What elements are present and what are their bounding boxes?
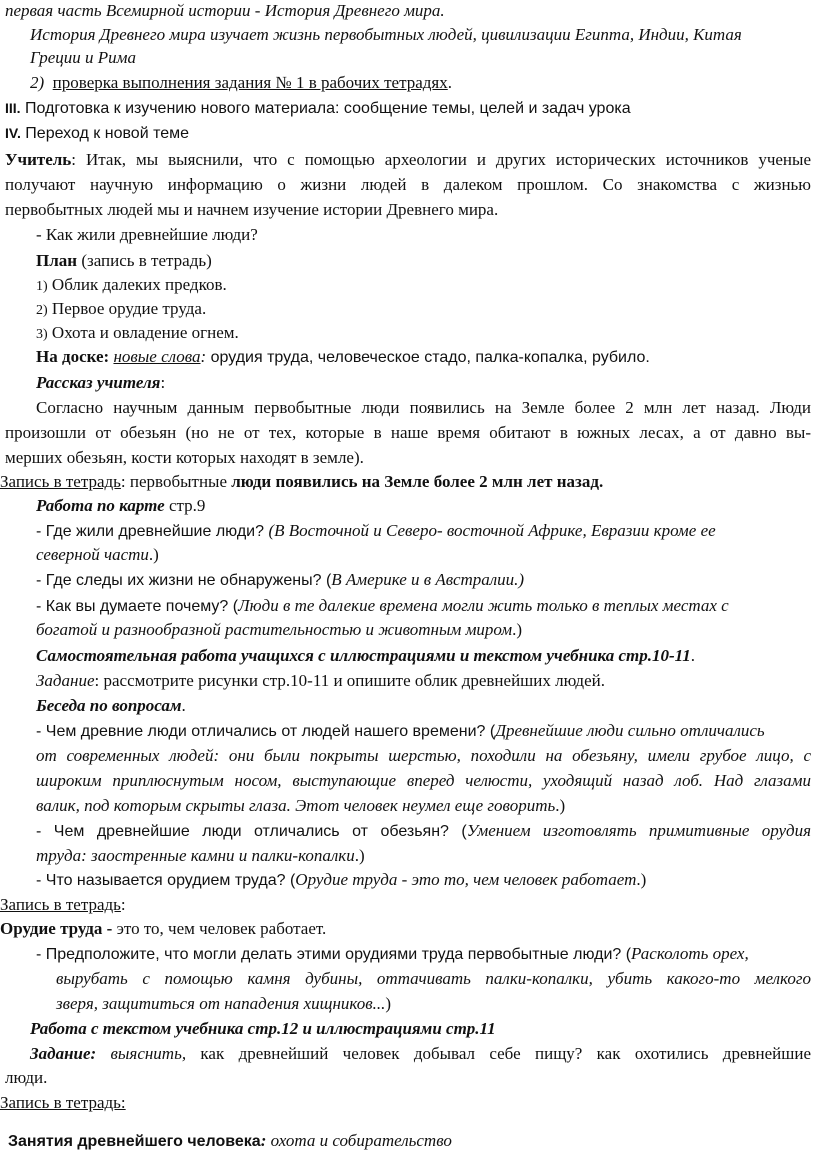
text-span: .) xyxy=(148,545,159,564)
question-line xyxy=(36,720,765,743)
text-span: : Итак, мы выяснили, что с помощью археологии и других исторических источников ученые xyxy=(71,150,811,169)
text-span: охота и собирательство xyxy=(266,1131,452,1150)
text-span: ) xyxy=(385,994,392,1013)
section-heading xyxy=(5,97,631,120)
paragraph-line xyxy=(5,149,811,171)
text-span: выяснить, xyxy=(96,1044,187,1063)
text-span: Самостоятельная работа учащихся с иллюстрациями и текстом учебника стр.10-11 xyxy=(36,646,691,665)
text-span: Запись в тетрадь xyxy=(0,895,121,914)
text-span: северной части xyxy=(36,545,149,564)
answer-line xyxy=(36,795,565,817)
question-line xyxy=(36,943,749,966)
text-span: проверка выполнения задания № 1 в рабочих тетрадях xyxy=(52,73,448,92)
text-span: валик, под которым скрыты глаза. Этот человек неумел еще говорить xyxy=(36,796,556,815)
text-span: Рассказ учителя xyxy=(36,373,161,392)
text-span: Первое орудие труда. xyxy=(47,299,207,318)
text-span: Охота и овладение огнем. xyxy=(47,323,239,342)
text-span: Орудие труда - xyxy=(0,919,113,938)
subheading xyxy=(30,1018,496,1040)
list-number: 2) xyxy=(30,73,45,92)
plan-item xyxy=(36,322,239,346)
text-span: - Как вы думаете почему? ( xyxy=(36,598,239,615)
text-span: труда: заостренные камни и палки-копалки xyxy=(36,846,355,865)
section-number: III. xyxy=(5,100,21,116)
text-span: люди появились на Земле более 2 млн лет назад. xyxy=(231,472,604,491)
text-span: . xyxy=(181,696,186,715)
activity-line xyxy=(8,1130,452,1153)
text-span: стр.9 xyxy=(164,496,206,515)
board-line xyxy=(36,346,650,369)
text-span: Облик далеких предков. xyxy=(47,275,227,294)
section-number: IV. xyxy=(5,125,21,141)
text-span: - Где жили древнейшие люди? xyxy=(36,523,269,540)
text-span: - Предположите, что могли делать этими орудиями труда первобытные люди? ( xyxy=(36,946,632,963)
question-line xyxy=(36,820,811,843)
text-span: В Америке и в Австралии.) xyxy=(331,570,525,589)
answer-line xyxy=(56,993,391,1015)
question-line xyxy=(36,595,729,618)
text-span: орудия труда, человеческое стадо, палка-копалка, рубило. xyxy=(206,349,650,366)
task-line xyxy=(36,670,605,692)
text-span: Переход к новой теме xyxy=(25,125,190,142)
text-span: : xyxy=(260,1131,267,1150)
text-span: богатой и разнообразной растительностью и животным миром xyxy=(36,620,513,639)
text-span: зверя, защититься от нападения хищников... xyxy=(56,994,386,1013)
text-line: История Древнего мира изучает жизнь первобытных людей, цивилизации Египта, Индии, Китая xyxy=(30,25,742,44)
text-span: - Что называется орудием труда? ( xyxy=(36,872,296,889)
text-span: новые слова xyxy=(113,347,201,366)
subheading xyxy=(36,645,695,667)
text-span: Подготовка к изучению нового материала: сообщение темы, целей и задач урока xyxy=(25,100,631,117)
answer-line: от современных людей: они были покрыты шерстью, походили на обезьяну, имели грубое лицо, с xyxy=(36,746,811,765)
paragraph-line: первобытных людей мы и начнем изучение истории Древнего мира. xyxy=(5,200,499,219)
list-number: 3) xyxy=(36,327,48,342)
text-span: Расколоть орех, xyxy=(631,944,749,963)
text-span: : xyxy=(160,373,166,392)
text-span: (запись в тетрадь) xyxy=(77,251,212,270)
text-line: Греции и Рима xyxy=(30,48,136,67)
plan-heading xyxy=(36,250,212,272)
text-span: Работа по карте xyxy=(36,496,165,515)
text-span: (В Восточной и Северо- восточной Африке, Евразии кроме ее xyxy=(268,521,716,540)
question-line xyxy=(36,869,646,892)
answer-line xyxy=(36,619,522,641)
paragraph-line: произошли от обезьян (но не от тех, которые в наше время обитают в южных лесах, а от давно вы- xyxy=(5,423,811,442)
question-line: - Как жили древнейшие люди? xyxy=(36,225,258,244)
answer-line xyxy=(36,544,159,566)
paragraph-line: Согласно научным данным первобытные люди появились на Земле более 2 млн лет назад. Люди xyxy=(36,398,811,417)
list-number: 1) xyxy=(36,279,48,294)
text-span: Запись в тетрадь xyxy=(0,472,121,491)
text-span: : рассмотрите рисунки стр.10-11 и опишите облик древнейших людей. xyxy=(94,671,605,690)
text-span: Задание xyxy=(36,671,95,690)
list-number: 2) xyxy=(36,303,48,318)
paragraph-line: люди. xyxy=(5,1068,48,1087)
text-line: первая часть Всемирной истории - История Древнего мира. xyxy=(5,1,445,20)
plan-item xyxy=(36,274,227,298)
list-item xyxy=(30,72,452,94)
text-span: Древнейшие люди сильно отличались xyxy=(495,721,765,740)
text-span: На доске: xyxy=(36,347,110,366)
text-span: Беседа по вопросам xyxy=(36,696,182,715)
paragraph-line: получают научную информацию о жизни людей в далеком прошлом. Со знакомства с жизнью xyxy=(5,175,811,194)
plan-item xyxy=(36,298,206,322)
text-span: План xyxy=(36,251,78,270)
question-line xyxy=(36,520,716,543)
text-span: - Где следы их жизни не обнаружены? ( xyxy=(36,572,332,589)
paragraph-line: мерших обезьян, кости которых находят в земле). xyxy=(5,448,364,467)
text-span: Умением изготовлять примитивные орудия xyxy=(466,821,811,840)
subheading xyxy=(36,495,205,517)
definition-line xyxy=(0,918,326,940)
text-span: : xyxy=(120,895,126,914)
text-span: Орудие труда - это то, чем человек работает xyxy=(295,870,637,889)
notebook-line xyxy=(0,471,603,493)
text-span: : первобытные xyxy=(120,472,232,491)
text-span: .) xyxy=(636,870,647,889)
text-span: это то, чем человек работает. xyxy=(112,919,327,938)
text-span: Учитель xyxy=(5,150,72,169)
text-span: Занятия древнейшего человека xyxy=(8,1133,261,1150)
subheading xyxy=(36,695,186,717)
answer-line: широким приплюснутым носом, выступающие вперед челюсти, уходящий назад лоб. Над глазами xyxy=(36,771,811,790)
text-span: Люди в те далекие времена могли жить только в теплых местах с xyxy=(238,596,729,615)
text-span: .) xyxy=(555,796,566,815)
text-span: Запись в тетрадь: xyxy=(0,1093,126,1112)
text-span: как древнейший человек добывал себе пищу? как охотились древнейшие xyxy=(186,1044,811,1063)
text-span: Работа с текстом учебника стр.12 и иллюстрациями стр.11 xyxy=(30,1019,496,1038)
notebook-line xyxy=(0,1092,126,1114)
section-heading xyxy=(5,122,189,145)
text-span: . xyxy=(447,73,452,92)
text-span: - Чем древние люди отличались от людей нашего времени? ( xyxy=(36,723,496,740)
text-span: Задание: xyxy=(30,1044,97,1063)
answer-line: вырубать с помощью камня дубины, оттачивать палки-копалки, убить какого-то мелкого xyxy=(56,969,811,988)
answer-line xyxy=(36,845,365,867)
text-span: : xyxy=(200,347,207,366)
text-span: - Чем древнейшие люди отличались от обезьян? ( xyxy=(36,823,467,840)
text-span: .) xyxy=(354,846,365,865)
question-line xyxy=(36,569,524,592)
subheading xyxy=(36,372,165,394)
task-line xyxy=(30,1043,811,1065)
text-span: . xyxy=(690,646,695,665)
notebook-line xyxy=(0,894,126,916)
text-span: .) xyxy=(512,620,523,639)
